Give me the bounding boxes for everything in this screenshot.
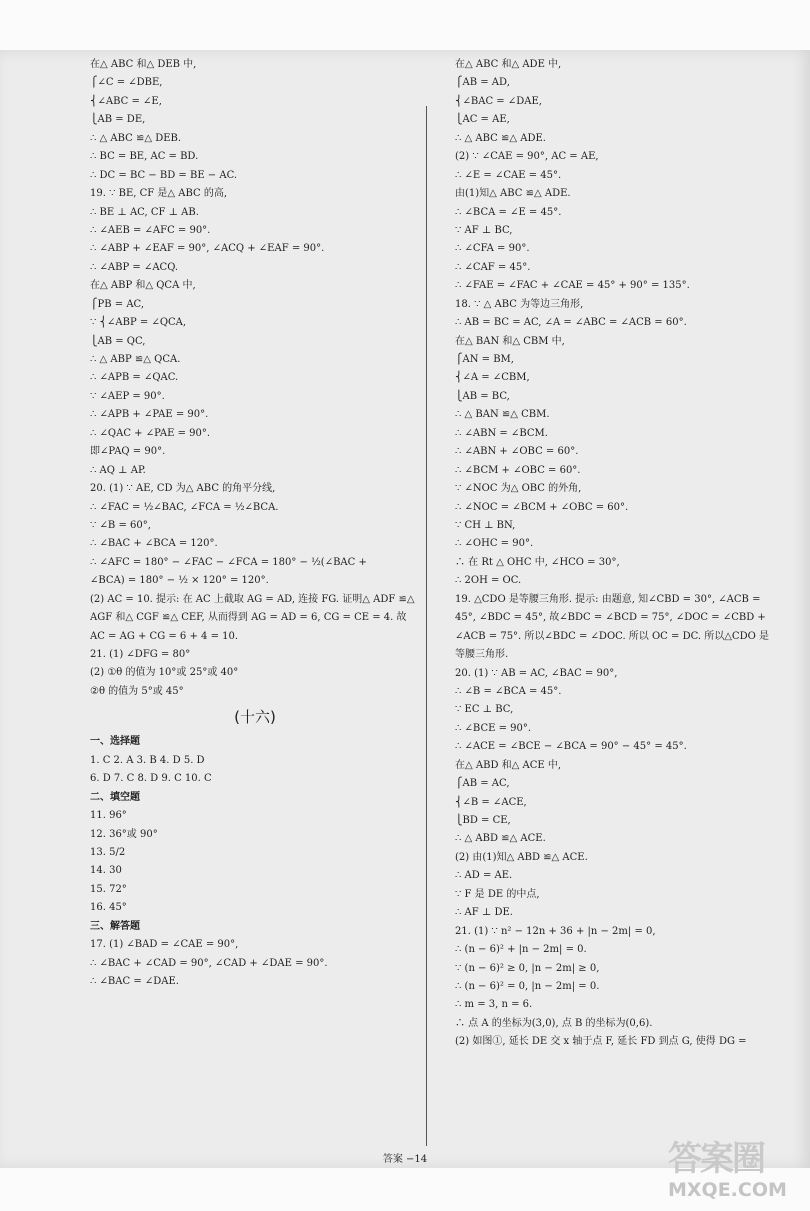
answer-line: ⎩AB = DE,	[90, 114, 146, 126]
answer-line: 14. 30	[90, 865, 122, 877]
answer-line: 由(1)知△ ABC ≌△ ADE.	[455, 188, 571, 200]
answer-line: ∴ △ ABC ≌△ ADE.	[455, 132, 546, 144]
answer-line: ∴ ∠BCM + ∠OBC = 60°.	[455, 464, 581, 476]
answer-line: ∴ ∠BCE = 90°.	[455, 722, 532, 734]
answer-line: ∴ ∠ABN = ∠BCM.	[455, 427, 548, 439]
answer-line: 17. (1) ∠BAD = ∠CAE = 90°,	[90, 939, 239, 951]
answer-line: ∴ AQ ⊥ AP.	[90, 464, 146, 476]
answer-line: ∴ (n − 6)² + |n − 2m| = 0.	[455, 944, 587, 956]
answer-line: ∵ ∠NOC 为△ OBC 的外角,	[455, 483, 582, 495]
answer-line: ∴ ∠E = ∠CAE = 45°.	[455, 169, 562, 181]
answer-line: ⎩BD = CE,	[455, 815, 511, 826]
answer-line: (2) ①θ 的值为 10°或 25°或 40°	[90, 667, 239, 679]
answer-line: ∵ ⎨∠ABP = ∠QCA,	[90, 317, 187, 329]
right-column	[455, 56, 770, 1052]
answer-line: ⎧∠C = ∠DBE,	[90, 77, 163, 89]
answer-line: 19. ∵ BE, CF 是△ ABC 的高,	[90, 188, 228, 200]
section-title: (十六)	[234, 708, 276, 727]
watermark-url: MXQE.COM	[668, 1179, 787, 1201]
left-answers	[90, 56, 420, 701]
answer-line: 即∠PAQ = 90°.	[90, 446, 166, 458]
answer-line: ∠BCA) = 180° − ½ × 120° = 120°.	[90, 575, 269, 587]
answer-line: (2) AC = 10. 提示: 在 AC 上截取 AG = AD, 连接 FG. 证明△ ADF ≌△ AGF 和△ CGF ≌△ CEF, 从而得到 AG = AD = 6, CG = CE = 4. 故 AC = AG + CG = 6 + 4 = 10.	[90, 593, 415, 642]
left-column	[90, 56, 420, 991]
answer-line: ∴ ∠APB + ∠PAE = 90°.	[90, 409, 209, 421]
answer-line: ⎨∠B = ∠ACE,	[455, 796, 527, 808]
answer-line: (2) 由(1)知△ ABD ≌△ ACE.	[455, 851, 588, 863]
answer-line: ∴ (n − 6)² = 0, |n − 2m| = 0.	[455, 980, 600, 992]
answer-line: 1. C 2. A 3. B 4. D 5. D	[90, 754, 205, 766]
answer-line: 13. 5/2	[90, 846, 126, 858]
answer-line: ⎨∠A = ∠CBM,	[455, 372, 530, 384]
answer-line: ⎩AB = QC,	[90, 335, 146, 347]
answer-line: ⎩AC = AE,	[455, 114, 510, 126]
answer-line: 20. (1) ∵ AB = AC, ∠BAC = 90°,	[455, 667, 618, 679]
answer-line: 12. 36°或 90°	[90, 828, 158, 840]
answer-line: ∴ m = 3, n = 6.	[455, 999, 533, 1011]
column-divider	[426, 106, 427, 1146]
answer-line: 19. △CDO 是等腰三角形. 提示: 由题意, 知∠CBD = 30°, ∠ACB = 45°, ∠BDC = 45°, 故∠BDC = ∠BCD = 75°, ∠DOC = ∠CBD + ∠ACB = 75°. 所以∠BDC = ∠DOC. 所以 OC = DC. 所以△CDO 是等腰三角形.	[455, 593, 769, 661]
answer-line: 21. (1) ∵ n² − 12n + 36 + |n − 2m| = 0,	[455, 925, 656, 937]
answer-line: ∴ ∠CAF = 45°.	[455, 261, 531, 273]
answer-line: ∵ ∠B = 60°,	[90, 519, 151, 531]
answer-line: ∵ F 是 DE 的中点,	[455, 888, 540, 900]
answer-line: 在△ ABP 和△ QCA 中,	[90, 280, 196, 292]
answer-line: ∴ ∠B = ∠BCA = 45°.	[455, 685, 562, 697]
answer-line: ∴ AB = BC = AC, ∠A = ∠ABC = ∠ACB = 60°.	[455, 317, 687, 329]
answer-line: ⎧AB = AC,	[455, 778, 510, 790]
answer-line: 在△ BAN 和△ CBM 中,	[455, 335, 565, 347]
section-heading: 一、选择题	[90, 736, 140, 748]
answer-line: ∵ ∠AEP = 90°.	[90, 390, 165, 402]
answer-line: ∴ ∠BAC = ∠DAE.	[90, 976, 179, 988]
answer-line: 在△ ABC 和△ ADE 中,	[455, 59, 562, 70]
answer-line: ∴ ∠FAC = ½∠BAC, ∠FCA = ½∠BCA.	[90, 501, 279, 513]
answer-line: ∴ AD = AE.	[455, 870, 513, 882]
answer-line: ∴ ∠AFC = 180° − ∠FAC − ∠FCA = 180° − ½(∠BAC +	[90, 556, 367, 568]
section-heading: 三、解答题	[90, 920, 140, 932]
answer-line: 18. ∵ △ ABC 为等边三角形,	[455, 298, 584, 310]
answer-line: ∴ △ BAN ≌△ CBM.	[455, 409, 550, 421]
answer-line: 11. 96°	[90, 810, 127, 822]
right-answers	[455, 56, 770, 1052]
answer-line: ∴ △ ABP ≌△ QCA.	[90, 354, 181, 365]
answer-line: 20. (1) ∵ AE, CD 为△ ABC 的角平分线,	[90, 483, 276, 495]
answer-line: ∴ ∠OHC = 90°.	[455, 538, 534, 550]
answer-line: ⎧PB = AC,	[90, 298, 145, 310]
answer-line: ∴ △ ABC ≌△ DEB.	[90, 132, 182, 144]
section-heading: 二、填空题	[90, 791, 140, 803]
answer-line: ⎧AB = AD,	[455, 77, 510, 89]
answer-line: ∴ ∠ABN + ∠OBC = 60°.	[455, 446, 579, 458]
answer-line: ⎨∠ABC = ∠E,	[90, 95, 162, 107]
answer-line: 16. 45°	[90, 902, 127, 914]
answer-line: ②θ 的值为 5°或 45°	[90, 685, 184, 697]
answer-line: ⎨∠BAC = ∠DAE,	[455, 95, 542, 107]
answer-line: 在△ ABD 和△ ACE 中,	[455, 759, 562, 771]
page-number: 答案 −14	[382, 1154, 428, 1165]
answer-line: 6. D 7. C 8. D 9. C 10. C	[90, 773, 212, 785]
answer-line: ∴ AF ⊥ DE.	[455, 907, 513, 919]
site-watermark	[668, 1140, 796, 1206]
answer-line: ∴ ∠FAE = ∠FAC + ∠CAE = 45° + 90° = 135°.	[455, 280, 690, 292]
answer-line: ∴ ∠APB = ∠QAC.	[90, 372, 179, 384]
answer-line: ∴ ∠QAC + ∠PAE = 90°.	[90, 427, 211, 439]
answer-line: 在△ ABC 和△ DEB 中,	[90, 59, 197, 70]
answer-line: ∴ ∠AEB = ∠AFC = 90°.	[90, 224, 211, 236]
answer-line: ∴ ∠ACE = ∠BCE − ∠BCA = 90° − 45° = 45°.	[455, 741, 687, 753]
answer-line: ∴ ∠ABP + ∠EAF = 90°, ∠ACQ + ∠EAF = 90°.	[90, 243, 325, 255]
answer-line: ∵ AF ⊥ BC,	[455, 224, 513, 236]
answer-line: ∴ ∠CFA = 90°.	[455, 243, 530, 255]
answer-line: ∴ ∠BAC + ∠CAD = 90°, ∠CAD + ∠DAE = 90°.	[90, 957, 328, 969]
answer-line: ∴ △ ABD ≌△ ACE.	[455, 833, 546, 845]
answer-line: ∴ BE ⊥ AC, CF ⊥ AB.	[90, 206, 199, 218]
answer-line: ∵ CH ⊥ BN,	[455, 519, 516, 531]
answer-line: (2) ∵ ∠CAE = 90°, AC = AE,	[455, 151, 599, 163]
answer-line: ⎧AN = BM,	[455, 354, 514, 365]
answer-line: ⎩AB = BC,	[455, 390, 510, 402]
answer-line: ∴ ∠ABP = ∠ACQ.	[90, 261, 179, 273]
watermark-logo-text: 答案圈	[668, 1139, 764, 1179]
answer-line: ∴ 2OH = OC.	[455, 575, 522, 587]
answer-line: ∴ 点 A 的坐标为(3,0), 点 B 的坐标为(0,6).	[455, 1017, 653, 1029]
answer-line: ∵ EC ⊥ BC,	[455, 704, 514, 716]
answer-line: ∴ ∠NOC = ∠BCM + ∠OBC = 60°.	[455, 501, 629, 513]
answer-line: ∴ BC = BE, AC = BD.	[90, 151, 199, 163]
answer-line: (2) 如图①, 延长 DE 交 x 轴于点 F, 延长 FD 到点 G, 使得 DG =	[455, 1036, 747, 1048]
answer-line: ∴ DC = BC − BD = BE − AC.	[90, 169, 238, 181]
answer-line: ∴ 在 Rt △ OHC 中, ∠HCO = 30°,	[455, 556, 620, 568]
answer-line: ∵ (n − 6)² ≥ 0, |n − 2m| ≥ 0,	[455, 962, 600, 974]
answer-line: 15. 72°	[90, 883, 127, 895]
answer-line: 21. (1) ∠DFG = 80°	[90, 649, 191, 661]
section-answers	[90, 733, 420, 991]
answer-line: ∴ ∠BCA = ∠E = 45°.	[455, 206, 562, 218]
answer-line: ∴ ∠BAC + ∠BCA = 120°.	[90, 538, 218, 550]
